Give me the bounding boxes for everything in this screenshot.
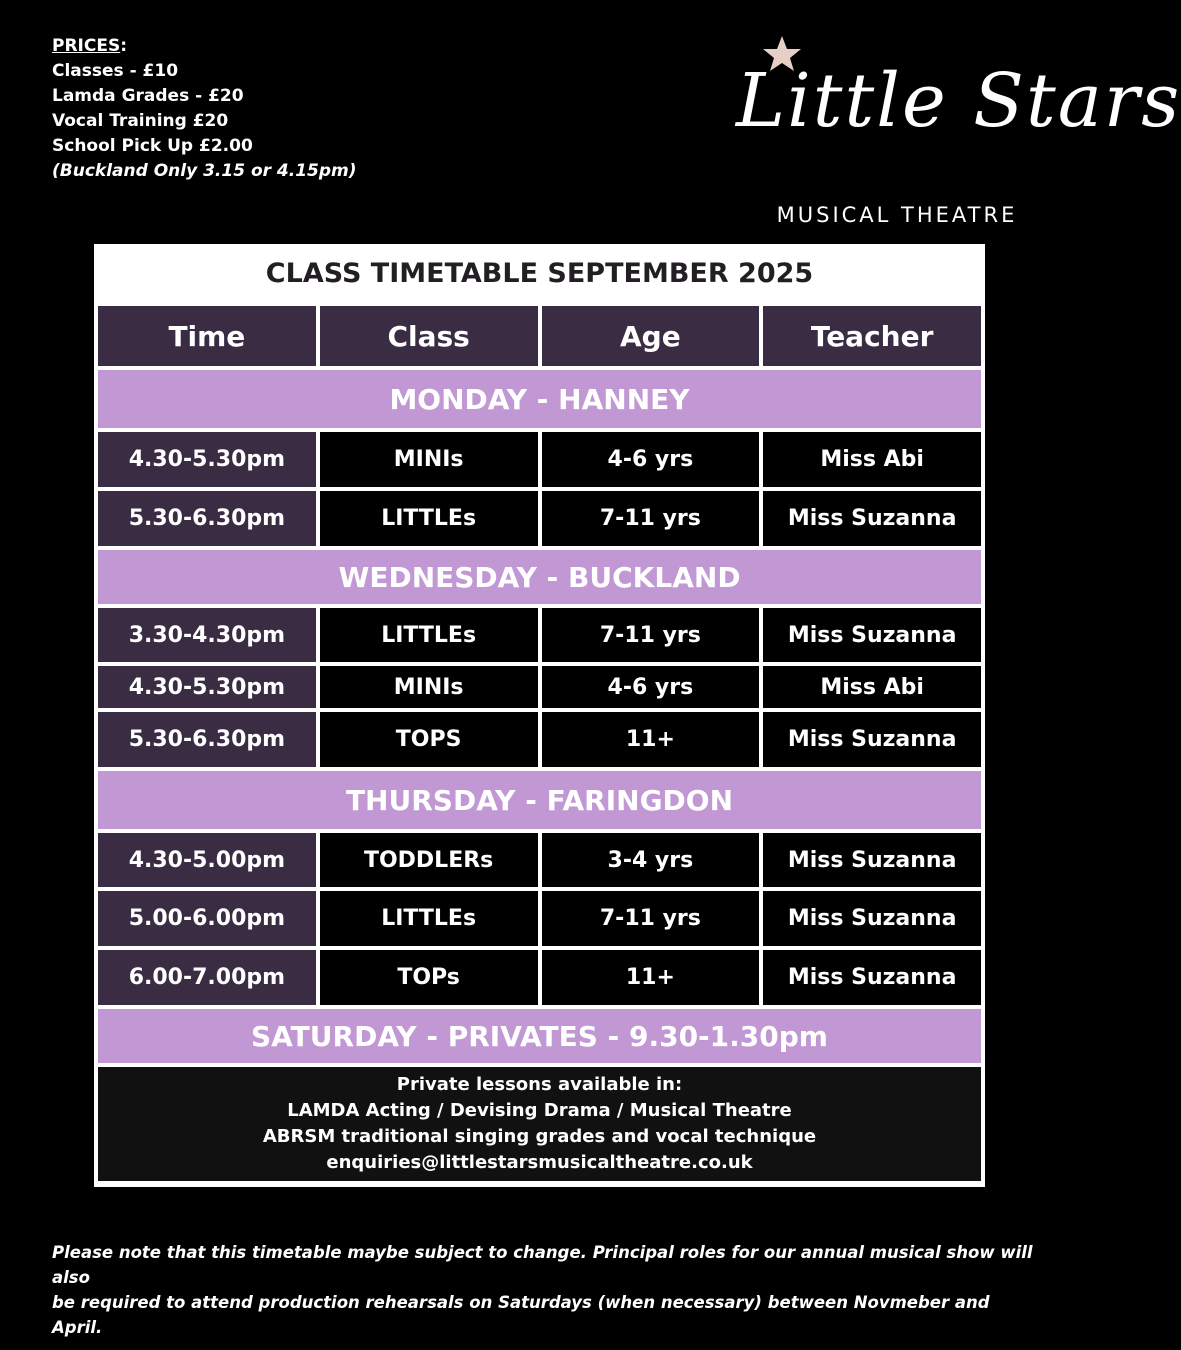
prices-heading-line — [52, 34, 357, 59]
logo-script-text: Little Stars — [736, 58, 1181, 144]
age-cell: 7-11 yrs — [542, 891, 760, 946]
table-row — [98, 491, 981, 546]
price-line: Lamda Grades - £20 — [52, 86, 244, 106]
day-heading-wednesday: WEDNESDAY - BUCKLAND — [98, 550, 981, 604]
time-cell: 5.30-6.30pm — [98, 491, 316, 546]
age-cell: 4-6 yrs — [542, 666, 760, 708]
footer-note-line: Please note that this timetable maybe subject to change. Principal roles for our annual musical show will also — [52, 1243, 1033, 1287]
timetable-title: CLASS TIMETABLE SEPTEMBER 2025 — [265, 258, 814, 289]
table-row — [98, 950, 981, 1005]
table-row — [98, 608, 981, 662]
time-cell: 4.30-5.30pm — [98, 666, 316, 708]
class-cell: TOPs — [320, 950, 538, 1005]
footer-note — [52, 1240, 1042, 1340]
teacher-cell: Miss Suzanna — [763, 950, 981, 1005]
age-cell: 3-4 yrs — [542, 833, 760, 887]
table-row — [98, 666, 981, 708]
class-cell: LITTLEs — [320, 491, 538, 546]
time-cell: 4.30-5.00pm — [98, 833, 316, 887]
footer-note-line: be required to attend production rehearsals on Saturdays (when necessary) between Novmeber and April. — [52, 1293, 990, 1337]
class-cell: LITTLEs — [320, 891, 538, 946]
table-row — [98, 891, 981, 946]
little-stars-logo — [732, 28, 1181, 227]
table-header-row — [98, 306, 981, 366]
logo-subtitle: MUSICAL THEATRE — [776, 203, 1018, 227]
teacher-cell: Miss Suzanna — [763, 891, 981, 946]
age-cell: 4-6 yrs — [542, 432, 760, 487]
column-header-teacher: Teacher — [763, 306, 981, 366]
teacher-cell: Miss Suzanna — [763, 833, 981, 887]
class-timetable — [94, 244, 985, 1187]
teacher-cell: Miss Abi — [763, 432, 981, 487]
price-line: Vocal Training £20 — [52, 111, 229, 131]
prices-heading: PRICES — [52, 36, 121, 56]
time-cell: 6.00-7.00pm — [98, 950, 316, 1005]
time-cell: 5.30-6.30pm — [98, 712, 316, 767]
class-cell: TOPS — [320, 712, 538, 767]
day-heading-thursday: THURSDAY - FARINGDON — [98, 771, 981, 829]
price-line: School Pick Up £2.00 — [52, 136, 253, 156]
private-lessons-info — [98, 1067, 981, 1181]
prices-section — [52, 34, 357, 184]
enquiries-email: enquiries@littlestarsmusicaltheatre.co.uk — [326, 1152, 753, 1173]
time-cell: 4.30-5.30pm — [98, 432, 316, 487]
class-cell: MINIs — [320, 666, 538, 708]
private-lessons-line: ABRSM traditional singing grades and vocal technique — [262, 1126, 817, 1147]
table-row — [98, 833, 981, 887]
day-heading-monday: MONDAY - HANNEY — [98, 370, 981, 428]
private-lessons-heading: Private lessons available in: — [396, 1074, 683, 1095]
age-cell: 7-11 yrs — [542, 608, 760, 662]
class-cell: MINIs — [320, 432, 538, 487]
class-cell: LITTLEs — [320, 608, 538, 662]
private-lessons-line: LAMDA Acting / Devising Drama / Musical Theatre — [287, 1100, 792, 1121]
teacher-cell: Miss Suzanna — [763, 712, 981, 767]
teacher-cell: Miss Suzanna — [763, 608, 981, 662]
age-cell: 11+ — [542, 712, 760, 767]
age-cell: 7-11 yrs — [542, 491, 760, 546]
price-line: Classes - £10 — [52, 61, 179, 81]
column-header-time: Time — [98, 306, 316, 366]
price-note: (Buckland Only 3.15 or 4.15pm) — [52, 161, 357, 181]
column-header-age: Age — [542, 306, 760, 366]
column-header-class: Class — [320, 306, 538, 366]
table-row — [98, 432, 981, 487]
time-cell: 5.00-6.00pm — [98, 891, 316, 946]
age-cell: 11+ — [542, 950, 760, 1005]
time-cell: 3.30-4.30pm — [98, 608, 316, 662]
class-cell: TODDLERs — [320, 833, 538, 887]
teacher-cell: Miss Suzanna — [763, 491, 981, 546]
prices-heading-colon: : — [120, 36, 128, 56]
day-heading-saturday: SATURDAY - PRIVATES - 9.30-1.30pm — [98, 1009, 981, 1063]
table-row — [98, 712, 981, 767]
teacher-cell: Miss Abi — [763, 666, 981, 708]
